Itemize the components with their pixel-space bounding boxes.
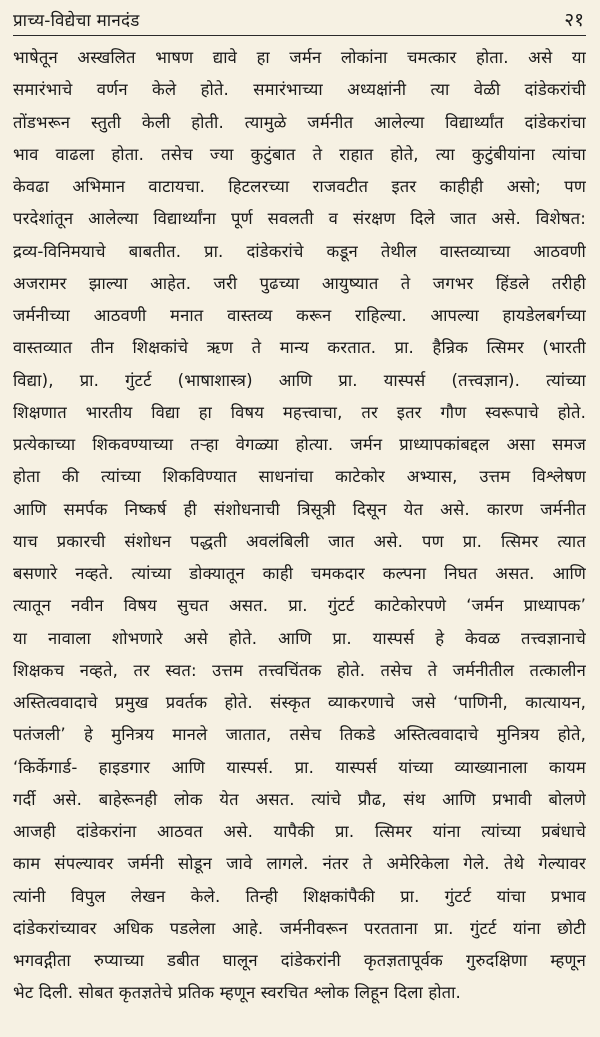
text-line: त्यातून नवीन विषय सुचत असत. प्रा. गुंटर्ट काटेकोरपणे ‘जर्मन प्राध्यापक’	[13, 596, 586, 616]
text-line: अस्तित्ववादाचे प्रमुख प्रवर्तक होते. संस्कृत व्याकरणाचे जसे ‘पाणिनी, कात्यायन,	[13, 693, 586, 712]
text-line: त्यांनी विपुल लेखन केले. तिन्ही शिक्षकांपैकी प्रा. गुंटर्ट यांचा प्रभाव	[13, 886, 586, 906]
text-line: तोंडभरून स्तुती केली होती. त्यामुळे जर्मनीत आलेल्या विद्यार्थ्यांत दांडेकरांचा	[13, 112, 586, 132]
text-line: भगवद्गीता रुप्याच्या डबीत घालून दांडेकरांनी कृतज्ञतापूर्वक गुरुदक्षिणा म्हणून	[13, 951, 586, 970]
body-text	[13, 42, 586, 1010]
text-line: या नावाला शोभणारे असे होते. आणि प्रा. यास्पर्स हे केवळ तत्त्वज्ञानाचे	[13, 628, 586, 648]
text-line: शिक्षकच नव्हते, तर स्वत: उत्तम तत्त्वचिंतक होते. तसेच ते जर्मनीतील तत्कालीन	[13, 660, 586, 680]
page-number: २१	[564, 9, 584, 31]
text-line: केवढा अभिमान वाटायचा. हिटलरच्या राजवटीत इतर काहीही असो; पण	[13, 177, 586, 196]
text-line: आणि समर्पक निष्कर्ष ही संशोधनाची त्रिसूत्री दिसून येत असे. कारण जर्मनीत	[13, 499, 586, 519]
text-line: ‘किर्केगार्ड- हाइडगार आणि यास्पर्स. प्रा. यास्पर्स यांच्या व्याख्यानाला कायम	[13, 757, 586, 777]
text-line: याच प्रकारची संशोधन पद्धती अवलंबिली जात असे. पण प्रा. त्सिमर त्यात	[13, 531, 586, 551]
text-line: आजही दांडेकरांना आठवत असे. यापैकी प्रा. त्सिमर यांना त्यांच्या प्रबंधाचे	[13, 822, 586, 841]
text-line: दांडेकरांच्यावर अधिक पडलेला आहे. जर्मनीवरून परतताना प्रा. गुंटर्ट यांना छोटी	[13, 918, 586, 938]
text-line: परदेशांतून आलेल्या विद्यार्थ्यांना पूर्ण सवलती व संरक्षण दिले जात असे. विशेषत:	[13, 209, 586, 229]
text-line: भाव वाढला होता. तसेच ज्या कुटुंबात ते राहात होते, त्या कुटुंबीयांना त्यांचा	[13, 144, 586, 164]
text-line: काम संपल्यावर जर्मनी सोडून जावे लागले. नंतर ते अमेरिकेला गेले. तेथे गेल्यावर	[13, 854, 586, 874]
text-line: समारंभाचे वर्णन केले होते. समारंभाच्या अध्यक्षांनी त्या वेळी दांडेकरांची	[13, 80, 586, 100]
text-line: बसणारे नव्हते. त्यांच्या डोक्यातून काही चमकदार कल्पना निघत असत. आणि	[13, 564, 586, 583]
text-line: भेट दिली. सोबत कृतज्ञतेचे प्रतिक म्हणून स्वरचित श्लोक लिहून दिला होता.	[13, 983, 461, 1003]
text-line: विद्या), प्रा. गुंटर्ट (भाषाशास्त्र) आणि प्रा. यास्पर्स (तत्त्वज्ञान). त्यांच्या	[13, 370, 586, 390]
text-line: जर्मनीच्या आठवणी मनात वास्तव्य करून राहिल्या. आपल्या हायडेलबर्गच्या	[13, 306, 586, 325]
text-line: भाषेतून अस्खलित भाषण द्यावे हा जर्मन लोकांना चमत्कार होता. असे या	[13, 48, 586, 67]
text-line: वास्तव्यात तीन शिक्षकांचे ऋण ते मान्य करतात. प्रा. हैन्रिक त्सिमर (भारती	[13, 338, 586, 358]
text-line: होता की त्यांच्या शिकविण्यात साधनांचा काटेकोर अभ्यास, उत्तम विश्लेषण	[13, 467, 586, 487]
text-line: पतंजली’ हे मुनित्रय मानले जातात, तसेच तिकडे अस्तित्ववादाचे मुनित्रय होते,	[13, 725, 586, 745]
text-line: शिक्षणात भारतीय विद्या हा विषय महत्त्वाचा, तर इतर गौण स्वरूपाचे होते.	[13, 402, 586, 422]
text-line: अजरामर झाल्या आहेत. जरी पुढच्या आयुष्यात ते जगभर हिंडले तरीही	[13, 273, 586, 293]
page-header	[13, 6, 586, 36]
text-line: प्रत्येकाच्या शिकवण्याच्या तऱ्हा वेगळ्या होत्या. जर्मन प्राध्यापकांबद्दल असा समज	[13, 435, 586, 454]
text-line: द्रव्य-विनिमयाचे बाबतीत. प्रा. दांडेकरांचे कडून तेथील वास्तव्याच्या आठवणी	[13, 241, 586, 261]
text-line: गर्दी असे. बाहेरूनही लोक येत असत. त्यांचे प्रौढ, संथ आणि प्रभावी बोलणे	[13, 789, 586, 809]
running-head: प्राच्य-विद्येचा मानदंड	[13, 11, 140, 31]
